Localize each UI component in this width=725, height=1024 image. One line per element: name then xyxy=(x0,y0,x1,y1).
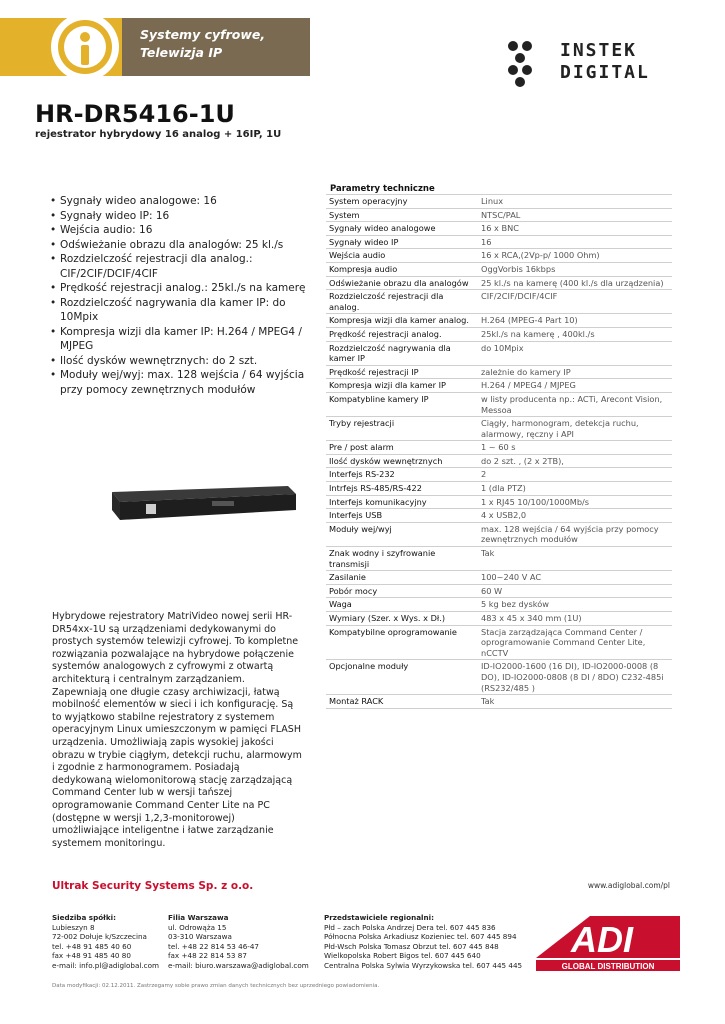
footer-hq xyxy=(52,913,159,971)
spec-value: 1 (dla PTZ) xyxy=(478,482,672,496)
spec-key: Interfejs USB xyxy=(326,509,478,523)
spec-key: Rozdzielczość nagrywania dla kamer IP xyxy=(326,341,478,365)
spec-row xyxy=(326,482,672,496)
feature-item: • Ilość dysków wewnętrznych: do 2 szt. xyxy=(50,354,312,369)
spec-value: H.264 (MPEG-4 Part 10) xyxy=(478,314,672,328)
spec-row xyxy=(326,509,672,523)
website-link[interactable]: www.adiglobal.com/pl xyxy=(587,881,670,890)
spec-key: Wymiary (Szer. x Wys. x Dł.) xyxy=(326,612,478,626)
spec-key: Montaż RACK xyxy=(326,695,478,709)
spec-row xyxy=(326,276,672,290)
branch-line: 03-310 Warszawa xyxy=(168,932,232,942)
reps-line: Północna Polska Arkadiusz Kozieniec tel. 607 445 894 xyxy=(324,932,517,942)
spec-row xyxy=(326,314,672,328)
spec-value: Ciągły, harmonogram, detekcja ruchu, alarmowy, ręczny i API xyxy=(478,417,672,441)
feature-item: • Wejścia audio: 16 xyxy=(50,223,312,238)
device-image xyxy=(102,484,298,524)
spec-key: Znak wodny i szyfrowanie transmisji xyxy=(326,547,478,571)
spec-value: 1 x RJ45 10/100/1000Mb/s xyxy=(478,495,672,509)
spec-value: 2 xyxy=(478,468,672,482)
spec-value: 16 x RCA,(2Vp-p/ 1000 Ohm) xyxy=(478,249,672,263)
feature-item: • Rozdzielczość rejestracji dla analog.: CIF/2CIF/DCIF/4CIF xyxy=(50,252,312,281)
feature-item: • Odświeżanie obrazu dla analogów: 25 kl./s xyxy=(50,238,312,253)
spec-key: Kompresja wizji dla kamer analog. xyxy=(326,314,478,328)
hq-line: fax +48 91 485 40 80 xyxy=(52,951,131,961)
spec-value: 5 kg bez dysków xyxy=(478,598,672,612)
spec-key: Intrfejs RS-485/RS-422 xyxy=(326,482,478,496)
spec-row xyxy=(326,660,672,695)
spec-key: Kompresja wizji dla kamer IP xyxy=(326,379,478,393)
product-subtitle: rejestrator hybrydowy 16 analog + 16IP, 1U xyxy=(35,129,282,140)
spec-value: 1 ~ 60 s xyxy=(478,441,672,455)
spec-row xyxy=(326,262,672,276)
spec-key: Kompatybilne oprogramowanie xyxy=(326,625,478,660)
spec-key: Kompatybline kamery IP xyxy=(326,392,478,416)
spec-value: 25 kl./s na kamerę (400 kl./s dla urządzenia) xyxy=(478,276,672,290)
spec-row xyxy=(326,417,672,441)
company-name: Ultrak Security Systems Sp. z o.o. xyxy=(52,880,254,892)
spec-value: CIF/2CIF/DCIF/4CIF xyxy=(478,290,672,314)
adi-logo-text: ADI xyxy=(571,919,633,960)
spec-row xyxy=(326,598,672,612)
spec-row xyxy=(326,235,672,249)
branch-line: fax +48 22 814 53 87 xyxy=(168,951,247,961)
reps-line: Płd-Wsch Polska Tomasz Obrzut tel. 607 445 848 xyxy=(324,941,499,951)
hq-heading: Siedziba spółki: xyxy=(52,913,116,922)
footer-branch xyxy=(168,913,309,971)
spec-key: Moduły wej/wyj xyxy=(326,522,478,546)
spec-key: System operacyjny xyxy=(326,195,478,209)
spec-row xyxy=(326,290,672,314)
feature-item: • Rozdzielczość nagrywania dla kamer IP: do 10Mpix xyxy=(50,296,312,325)
reps-heading: Przedstawiciele regionalni: xyxy=(324,913,434,922)
spec-key: Wejścia audio xyxy=(326,249,478,263)
spec-key: Pobór mocy xyxy=(326,584,478,598)
brand-line-1: INSTEK xyxy=(560,40,638,61)
spec-value: ID-IO2000-1600 (16 DI), ID-IO2000-0008 (8 DO), ID-IO2000-0808 (8 DI / 8DO) C232-485i (RS232/485 ) xyxy=(478,660,672,695)
spec-value: H.264 / MPEG4 / MJPEG xyxy=(478,379,672,393)
spec-value: 16 xyxy=(478,235,672,249)
spec-key: Interfejs RS-232 xyxy=(326,468,478,482)
spec-key: Pre / post alarm xyxy=(326,441,478,455)
spec-value: Stacja zarządzająca Command Center / oprogramowanie Command Center Lite, nCCTV xyxy=(478,625,672,660)
brand-line-2: DIGITAL xyxy=(560,62,650,83)
spec-row xyxy=(326,249,672,263)
spec-value: Linux xyxy=(478,195,672,209)
spec-value: Tak xyxy=(478,547,672,571)
spec-row xyxy=(326,365,672,379)
feature-item: • Moduły wej/wyj: max. 128 wejścia / 64 wyjścia przy pomocy zewnętrznych modułów xyxy=(50,368,312,397)
reps-line: Wielkopolska Robert Bigos tel. 607 445 640 xyxy=(324,951,481,961)
spec-value: do 10Mpix xyxy=(478,341,672,365)
spec-value: 16 x BNC xyxy=(478,222,672,236)
info-logo-icon xyxy=(48,10,122,84)
branch-line: ul. Odrowąża 15 xyxy=(168,922,227,932)
specs-table xyxy=(326,194,672,709)
spec-key: Interfejs komunikacyjny xyxy=(326,495,478,509)
spec-key: Kompresja audio xyxy=(326,262,478,276)
spec-row xyxy=(326,625,672,660)
adi-logo-icon xyxy=(530,912,680,972)
spec-key: Odświeżanie obrazu dla analogów xyxy=(326,276,478,290)
spec-key: Prędkość rejestracji analog. xyxy=(326,327,478,341)
spec-row xyxy=(326,454,672,468)
feature-list xyxy=(50,194,312,397)
spec-row xyxy=(326,441,672,455)
product-title: HR-DR5416-1U xyxy=(35,100,235,128)
spec-value: 483 x 45 x 340 mm (1U) xyxy=(478,612,672,626)
branch-heading: Filia Warszawa xyxy=(168,913,229,922)
spec-key: System xyxy=(326,208,478,222)
feature-item: • Kompresja wizji dla kamer IP: H.264 / MPEG4 / MJPEG xyxy=(50,325,312,354)
hq-line: Lubieszyn 8 xyxy=(52,922,95,932)
spec-row xyxy=(326,522,672,546)
spec-key: Opcjonalne moduły xyxy=(326,660,478,695)
hq-line: tel. +48 91 485 40 60 xyxy=(52,941,132,951)
spec-row xyxy=(326,584,672,598)
spec-key: Sygnały wideo analogowe xyxy=(326,222,478,236)
spec-key: Zasilanie xyxy=(326,571,478,585)
hq-email[interactable]: e-mail: info.pl@adiglobal.com xyxy=(52,960,160,970)
disclaimer: Data modyfikacji: 02.12.2011. Zastrzegamy sobie prawo zmian danych technicznych bez uprzedniego powiadomienia. xyxy=(52,983,380,989)
feature-item: • Prędkość rejestracji analog.: 25kl./s na kamerę xyxy=(50,281,312,296)
spec-value: 4 x USB2,0 xyxy=(478,509,672,523)
specs-title: Parametry techniczne xyxy=(330,184,435,194)
band-line-1: Systemy cyfrowe, xyxy=(140,27,266,42)
feature-item: • Sygnały wideo analogowe: 16 xyxy=(50,194,312,209)
spec-value: NTSC/PAL xyxy=(478,208,672,222)
product-description: Hybrydowe rejestratory MatriVideo nowej serii HR-DR54xx-1U są urządzeniami dedykowanymi do prostych systemów telewizji cyfrowej. To kompletne rozwiązania pozwalające na hybrydowe połączenie systemów analogowych z cyfrowymi z otwartą architekturą i centralnym zarządzaniem. Zapewniają one długie czasy archiwizacji, łatwą mobilność elementów w sieci i ich konfigurację. Są to wyjątkowo stabilne rejestratory z systemem operacyjnym Linux umieszczonym w pamięci FLASH urządzenia. Umożliwiają zapis wysokiej jakości obrazu w trybie ciągłym, detekcji ruchu, alarmowym i zgodnie z harmonogramem. Posiadają dedykowaną wielomonitorową stację zarządzającą Command Center lub w wersji tańszej oprogramowanie Command Center Lite na PC (dostępne w wersji 1,2,3-monitorowej) umożliwiające inteligentne i łatwe zarządzanie systemem monitoringu. xyxy=(52,611,302,849)
spec-value: 100~240 V AC xyxy=(478,571,672,585)
spec-key: Waga xyxy=(326,598,478,612)
spec-row xyxy=(326,547,672,571)
spec-value: Tak xyxy=(478,695,672,709)
spec-row xyxy=(326,695,672,709)
spec-row xyxy=(326,571,672,585)
adi-tagline: GLOBAL DISTRIBUTION xyxy=(561,962,655,971)
spec-key: Rozdzielczość rejestracji dla analog. xyxy=(326,290,478,314)
feature-item: • Sygnały wideo IP: 16 xyxy=(50,209,312,224)
spec-row xyxy=(326,222,672,236)
instek-brand-text xyxy=(560,40,650,84)
branch-email[interactable]: e-mail: biuro.warszawa@adiglobal.com xyxy=(168,960,309,970)
spec-row xyxy=(326,341,672,365)
spec-value: w listy producenta np.: ACTi, Arecont Vision, Messoa xyxy=(478,392,672,416)
spec-row xyxy=(326,468,672,482)
spec-key: Sygnały wideo IP xyxy=(326,235,478,249)
spec-value: 25kl./s na kamerę , 400kl./s xyxy=(478,327,672,341)
footer-reps xyxy=(324,913,522,971)
spec-row xyxy=(326,392,672,416)
spec-value: 60 W xyxy=(478,584,672,598)
spec-value: do 2 szt. , (2 x 2TB), xyxy=(478,454,672,468)
spec-value: max. 128 wejścia / 64 wyjścia przy pomocy zewnętrznych modułów xyxy=(478,522,672,546)
spec-key: Ilość dysków wewnętrznych xyxy=(326,454,478,468)
spec-key: Prędkość rejestracji IP xyxy=(326,365,478,379)
spec-key: Tryby rejestracji xyxy=(326,417,478,441)
header-band-text xyxy=(140,26,265,62)
band-line-2: Telewizja IP xyxy=(140,45,223,60)
spec-row xyxy=(326,327,672,341)
spec-row xyxy=(326,195,672,209)
branch-line: tel. +48 22 814 53 46-47 xyxy=(168,941,260,951)
spec-row xyxy=(326,612,672,626)
spec-value: zależnie do kamery IP xyxy=(478,365,672,379)
spec-row xyxy=(326,208,672,222)
spec-row xyxy=(326,495,672,509)
reps-line: Centralna Polska Sylwia Wyrzykowska tel. 607 445 445 xyxy=(324,960,523,970)
reps-line: Płd – zach Polska Andrzej Dera tel. 607 445 836 xyxy=(324,922,496,932)
spec-value: OggVorbis 16kbps xyxy=(478,262,672,276)
spec-row xyxy=(326,379,672,393)
hq-line: 72-002 Dołuje k/Szczecina xyxy=(52,932,147,942)
